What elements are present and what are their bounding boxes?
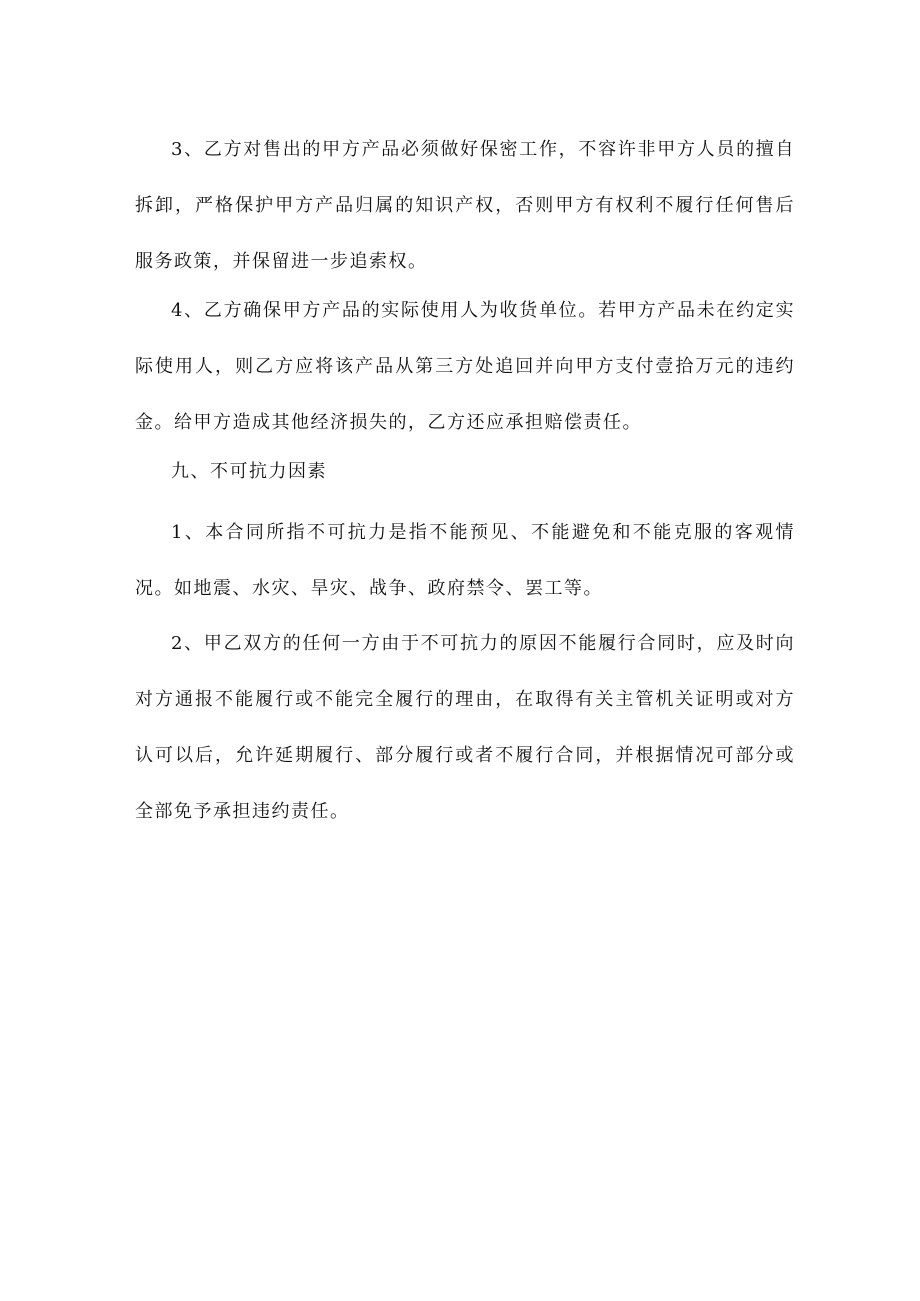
- clause-paragraph-3-confidentiality: 3、乙方对售出的甲方产品必须做好保密工作，不容许非甲方人员的擅自拆卸，严格保护甲方产品归属的知识产权，否则甲方有权利不履行任何售后服务政策，并保留进一步追索权。: [135, 139, 795, 272]
- clause-paragraph-1-definition: 1、本合同所指不可抗力是指不能预见、不能避免和不能克服的客观情况。如地震、水灾、旱灾、战争、政府禁令、罢工等。: [135, 522, 795, 599]
- section-heading-force-majeure: 九、不可抗力因素: [171, 461, 327, 482]
- clause-paragraph-2-notification: 2、甲乙双方的任何一方由于不可抗力的原因不能履行合同时，应及时向对方通报不能履行或不能完全履行的理由，在取得有关主管机关证明或对方认可以后，允许延期履行、部分履行或者不履行合同，并根据情况可部分或全部免予承担违约责任。: [135, 633, 795, 822]
- clause-paragraph-4-actual-user: 4、乙方确保甲方产品的实际使用人为收货单位。若甲方产品未在约定实际使用人，则乙方应将该产品从第三方处追回并向甲方支付壹拾万元的违约金。给甲方造成其他经济损失的，乙方还应承担赔偿责任。: [135, 300, 795, 433]
